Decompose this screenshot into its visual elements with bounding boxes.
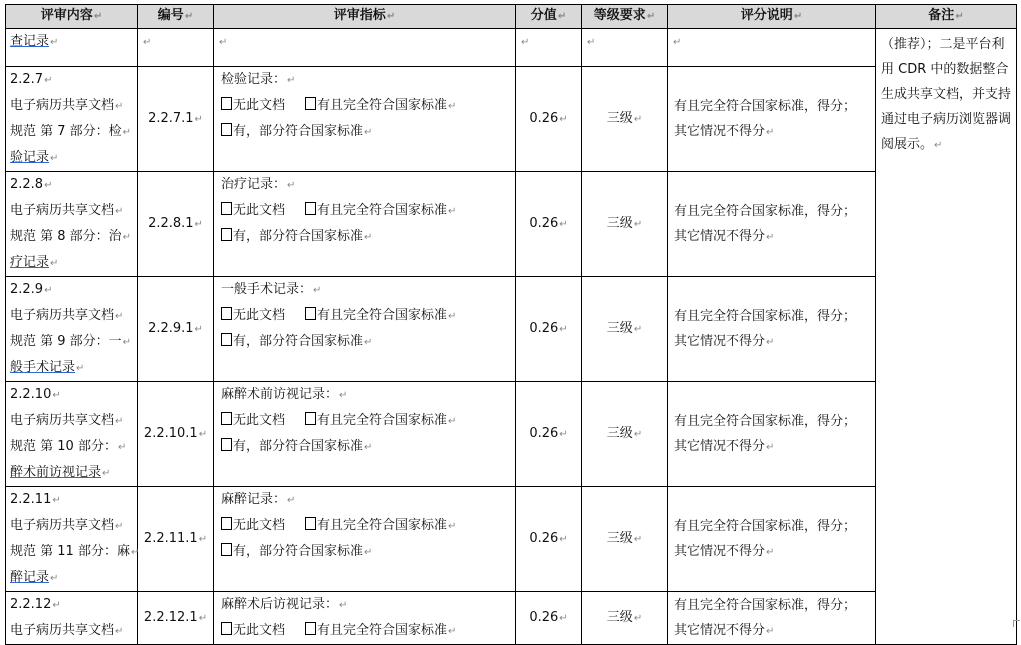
content-cell	[6, 67, 138, 172]
content-text: 电子病历共享文档	[10, 203, 115, 218]
paragraph-mark: ↵	[194, 114, 203, 125]
checkbox-label: 有，部分符合国家标准	[233, 124, 364, 139]
explain-cell	[668, 277, 876, 382]
checkbox-icon[interactable]	[305, 517, 316, 530]
paragraph-mark: ↵	[122, 337, 132, 348]
indicator-title: 一般手术记录：↵	[221, 282, 322, 297]
option-full	[305, 308, 447, 323]
option-partial	[221, 229, 363, 244]
section-number: 2.2.8↵	[10, 177, 53, 192]
score-cell: ↵	[516, 29, 582, 67]
option-partial	[221, 439, 363, 454]
level-cell	[582, 67, 668, 172]
paragraph-mark: ↵	[50, 258, 59, 269]
explain-cell	[668, 172, 876, 277]
evaluation-table	[5, 4, 1017, 645]
level-cell	[582, 382, 668, 487]
header-code: 编号↵	[138, 5, 214, 29]
checkbox-label: 有且完全符合国家标准	[317, 623, 448, 638]
content-text: 验记录	[10, 150, 50, 165]
paragraph-mark: ↵	[44, 75, 53, 86]
explain-line: 有且完全符合国家标准，得分；	[674, 98, 857, 114]
checkbox-line	[221, 513, 511, 539]
content-text: 醉记录	[10, 570, 50, 585]
code-cell	[138, 67, 214, 172]
content-text: 电子病历共享文档	[10, 518, 115, 533]
paragraph-mark: ↵	[448, 101, 457, 112]
content-line	[10, 250, 133, 276]
code-text: 2.2.10.1	[143, 426, 198, 441]
explain-line: 其它情况不得分↵	[674, 438, 775, 454]
level-text: 三级	[606, 111, 633, 126]
indicator-cell	[214, 277, 516, 382]
checkbox-label: 有，部分符合国家标准	[233, 229, 364, 244]
explain-cell: ↵	[668, 29, 876, 67]
indicator-cell	[214, 67, 516, 172]
content-line	[10, 513, 133, 539]
option-none	[221, 203, 285, 218]
option-full	[305, 623, 447, 638]
content-text: 规范 第 11 部分：麻	[10, 544, 130, 559]
content-line	[10, 408, 133, 434]
paragraph-mark: ↵	[115, 206, 124, 217]
content-text: 规范 第 8 部分：治	[10, 229, 122, 244]
paragraph-mark: ↵	[633, 534, 643, 545]
content-text: 电子病历共享文档	[10, 308, 115, 323]
score-cell	[516, 67, 582, 172]
indicator-cell	[214, 382, 516, 487]
paragraph-mark: ↵	[52, 495, 61, 506]
code-cell	[138, 592, 214, 645]
level-text: 三级	[606, 426, 633, 441]
checkbox-label: 有，部分符合国家标准	[233, 439, 364, 454]
explain-line: 其它情况不得分↵	[674, 123, 775, 139]
option-full	[305, 518, 447, 533]
level-text: 三级	[606, 216, 633, 231]
checkbox-line	[221, 303, 511, 329]
checkbox-line	[221, 93, 511, 119]
paragraph-mark: ↵	[633, 219, 643, 230]
page-corner-mark	[1013, 620, 1020, 627]
checkbox-line	[221, 618, 511, 644]
content-cell	[6, 592, 138, 645]
explain-cell	[668, 592, 876, 645]
content-text: 疗记录	[10, 255, 50, 270]
paragraph-mark: ↵	[52, 390, 61, 401]
checkbox-icon[interactable]	[305, 202, 316, 215]
content-cell: 查记录↵	[6, 29, 138, 67]
checkbox-icon[interactable]	[305, 412, 316, 425]
paragraph-mark: ↵	[194, 219, 203, 230]
content-line	[10, 145, 133, 171]
paragraph-mark: ↵	[339, 600, 348, 611]
explain-cell	[668, 67, 876, 172]
paragraph-mark: ↵	[559, 324, 568, 335]
paragraph-mark: ↵	[117, 442, 127, 453]
score-cell	[516, 172, 582, 277]
code-cell: ↵	[138, 29, 214, 67]
paragraph-mark: ↵	[198, 613, 208, 624]
paragraph-mark: ↵	[364, 232, 373, 243]
paragraph-mark: ↵	[50, 153, 59, 164]
paragraph-mark: ↵	[122, 232, 132, 243]
section-number: 2.2.11↵	[10, 492, 61, 507]
content-text: 电子病历共享文档	[10, 413, 115, 428]
checkbox-line	[221, 224, 511, 250]
code-text: 2.2.8.1	[148, 216, 194, 231]
checkbox-icon[interactable]	[305, 307, 316, 320]
checkbox-label: 无此文档	[233, 203, 286, 218]
paragraph-mark: ↵	[115, 101, 124, 112]
explain-line: 其它情况不得分↵	[674, 543, 775, 559]
paragraph-mark: ↵	[633, 429, 643, 440]
option-none	[221, 518, 285, 533]
content-text: 电子病历共享文档	[10, 623, 115, 638]
checkbox-line	[221, 408, 511, 434]
section-number: 2.2.12↵	[10, 597, 61, 612]
explain-cell	[668, 382, 876, 487]
checkbox-label: 有且完全符合国家标准	[317, 413, 448, 428]
option-partial	[221, 544, 363, 559]
table-row	[6, 277, 1017, 382]
paragraph-mark: ↵	[194, 324, 203, 335]
checkbox-label: 无此文档	[233, 623, 286, 638]
option-partial	[221, 124, 363, 139]
paragraph-mark: ↵	[122, 127, 132, 138]
code-text: 2.2.11.1	[143, 531, 198, 546]
checkbox-label: 有且完全符合国家标准	[317, 98, 448, 113]
paragraph-mark: ↵	[364, 127, 373, 138]
score-text: 0.26	[529, 321, 559, 336]
paragraph-mark: ↵	[448, 311, 457, 322]
content-line	[10, 618, 133, 644]
explain-line: 有且完全符合国家标准，得分；	[674, 203, 857, 219]
section-number: 2.2.7↵	[10, 72, 53, 87]
content-line	[10, 355, 133, 381]
score-cell	[516, 487, 582, 592]
content-line	[10, 303, 133, 329]
explain-line: 有且完全符合国家标准，得分；	[674, 308, 857, 324]
paragraph-mark: ↵	[766, 625, 775, 637]
table-row	[6, 382, 1017, 487]
checkbox-label: 有且完全符合国家标准	[317, 308, 448, 323]
explain-line: 有且完全符合国家标准，得分；	[674, 518, 857, 534]
paragraph-mark: ↵	[633, 613, 643, 624]
paragraph-mark: ↵	[766, 336, 775, 348]
header-note: 备注↵	[876, 5, 1017, 29]
paragraph-mark: ↵	[52, 600, 61, 611]
paragraph-mark: ↵	[287, 495, 296, 506]
explain-line: 有且完全符合国家标准，得分；	[674, 597, 857, 613]
indicator-title: 麻醉术后访视记录：↵	[221, 597, 348, 612]
paragraph-mark: ↵	[198, 429, 208, 440]
content-line	[10, 329, 133, 355]
checkbox-icon[interactable]	[221, 622, 232, 635]
code-cell	[138, 487, 214, 592]
indicator-title: 麻醉术前访视记录：↵	[221, 387, 348, 402]
explain-line: 其它情况不得分↵	[674, 228, 775, 244]
checkbox-line	[221, 119, 511, 145]
content-text: 查记录	[10, 34, 50, 49]
paragraph-mark: ↵	[198, 534, 208, 545]
content-cell	[6, 172, 138, 277]
checkbox-icon[interactable]	[221, 97, 232, 110]
indicator-title: 检验记录：↵	[221, 72, 296, 87]
indicator-title: 治疗记录：↵	[221, 177, 296, 192]
code-cell	[138, 172, 214, 277]
code-text: 2.2.12.1	[143, 610, 198, 625]
checkbox-icon[interactable]	[221, 438, 232, 451]
content-line	[10, 434, 133, 460]
paragraph-mark: ↵	[766, 441, 775, 453]
header-score: 分值↵	[516, 5, 582, 29]
paragraph-mark: ↵	[559, 219, 568, 230]
option-none	[221, 308, 285, 323]
paragraph-mark: ↵	[76, 363, 85, 374]
indicator-cell	[214, 592, 516, 645]
content-cell	[6, 277, 138, 382]
checkbox-icon[interactable]	[221, 517, 232, 530]
level-cell: ↵	[582, 29, 668, 67]
checkbox-line	[221, 329, 511, 355]
paragraph-mark: ↵	[115, 416, 124, 427]
level-cell	[582, 277, 668, 382]
content-text: 醉术前访视记录	[10, 465, 102, 480]
paragraph-mark: ↵	[287, 180, 296, 191]
paragraph-mark: ↵	[364, 547, 373, 558]
paragraph-mark: ↵	[766, 126, 775, 138]
checkbox-icon[interactable]	[221, 543, 232, 556]
content-line	[10, 460, 133, 486]
score-cell	[516, 382, 582, 487]
paragraph-mark: ↵	[313, 285, 322, 296]
content-text: 规范 第 10 部分：	[10, 439, 117, 454]
score-text: 0.26	[529, 531, 559, 546]
content-text: 规范 第 7 部分：检	[10, 124, 122, 139]
header-level: 等级要求↵	[582, 5, 668, 29]
table-row	[6, 172, 1017, 277]
checkbox-icon[interactable]	[221, 228, 232, 241]
indicator-title: 麻醉记录：↵	[221, 492, 296, 507]
checkbox-label: 无此文档	[233, 413, 286, 428]
content-text: 般手术记录	[10, 360, 76, 375]
paragraph-mark: ↵	[130, 547, 140, 558]
section-number: 2.2.9↵	[10, 282, 53, 297]
score-text: 0.26	[529, 111, 559, 126]
table-row	[6, 592, 1017, 645]
checkbox-line	[221, 198, 511, 224]
paragraph-mark: ↵	[448, 521, 457, 532]
paragraph-mark: ↵	[559, 613, 568, 624]
content-line	[10, 119, 133, 145]
indicator-cell	[214, 172, 516, 277]
checkbox-icon[interactable]	[221, 123, 232, 136]
checkbox-label: 有，部分符合国家标准	[233, 544, 364, 559]
content-line	[10, 198, 133, 224]
paragraph-mark: ↵	[44, 285, 53, 296]
level-text: 三级	[606, 321, 633, 336]
note-cell: （推荐）；二是平台利用 CDR 中的数据整合生成共享文档，并支持通过电子病历浏览器调阅展示。↵	[876, 29, 1017, 645]
checkbox-icon[interactable]	[305, 622, 316, 635]
explain-line: 有且完全符合国家标准，得分；	[674, 413, 857, 429]
content-line	[10, 93, 133, 119]
header-row	[6, 5, 1017, 29]
paragraph-mark: ↵	[364, 442, 373, 453]
paragraph-mark: ↵	[633, 114, 643, 125]
paragraph-mark: ↵	[44, 180, 53, 191]
checkbox-label: 无此文档	[233, 98, 286, 113]
paragraph-mark: ↵	[448, 626, 457, 637]
checkbox-icon[interactable]	[305, 97, 316, 110]
paragraph-mark: ↵	[633, 324, 643, 335]
content-text: 规范 第 9 部分：一	[10, 334, 122, 349]
checkbox-icon[interactable]	[221, 307, 232, 320]
checkbox-icon[interactable]	[221, 202, 232, 215]
checkbox-label: 有且完全符合国家标准	[317, 203, 448, 218]
level-cell	[582, 487, 668, 592]
score-text: 0.26	[529, 610, 559, 625]
note-text: （推荐）；二是平台利用 CDR 中的数据整合生成共享文档，并支持通过电子病历浏览器调阅展示。	[881, 37, 1012, 152]
paragraph-mark: ↵	[102, 468, 111, 479]
option-full	[305, 203, 447, 218]
option-full	[305, 98, 447, 113]
code-text: 2.2.9.1	[148, 321, 194, 336]
explain-cell	[668, 487, 876, 592]
header-content: 评审内容↵	[6, 5, 138, 29]
checkbox-icon[interactable]	[221, 333, 232, 346]
content-cell	[6, 487, 138, 592]
level-cell	[582, 172, 668, 277]
option-none	[221, 98, 285, 113]
option-partial	[221, 334, 363, 349]
paragraph-mark: ↵	[766, 546, 775, 558]
indicator-cell: ↵	[214, 29, 516, 67]
table-row	[6, 487, 1017, 592]
paragraph-mark: ↵	[448, 416, 457, 427]
table-row	[6, 29, 1017, 67]
score-cell	[516, 277, 582, 382]
explain-line: 其它情况不得分↵	[674, 333, 775, 349]
checkbox-line	[221, 539, 511, 565]
level-text: 三级	[606, 610, 633, 625]
paragraph-mark: ↵	[766, 231, 775, 243]
paragraph-mark: ↵	[364, 337, 373, 348]
content-cell	[6, 382, 138, 487]
level-cell	[582, 592, 668, 645]
paragraph-mark: ↵	[448, 206, 457, 217]
paragraph-mark: ↵	[115, 311, 124, 322]
code-cell	[138, 277, 214, 382]
explain-line: 其它情况不得分↵	[674, 622, 775, 638]
paragraph-mark: ↵	[339, 390, 348, 401]
score-cell	[516, 592, 582, 645]
header-indicator: 评审指标↵	[214, 5, 516, 29]
paragraph-mark: ↵	[287, 75, 296, 86]
content-text: 电子病历共享文档	[10, 98, 115, 113]
checkbox-label: 有，部分符合国家标准	[233, 334, 364, 349]
score-text: 0.26	[529, 426, 559, 441]
checkbox-label: 无此文档	[233, 518, 286, 533]
score-text: 0.26	[529, 216, 559, 231]
content-line	[10, 539, 140, 565]
option-none	[221, 623, 285, 638]
paragraph-mark: ↵	[50, 573, 59, 584]
checkbox-line	[221, 434, 511, 460]
paragraph-mark: ↵	[559, 114, 568, 125]
code-cell	[138, 382, 214, 487]
table-row	[6, 67, 1017, 172]
code-text: 2.2.7.1	[148, 111, 194, 126]
content-line	[10, 224, 133, 250]
option-full	[305, 413, 447, 428]
checkbox-label: 有且完全符合国家标准	[317, 518, 448, 533]
paragraph-mark: ↵	[559, 534, 568, 545]
header-explain: 评分说明↵	[668, 5, 876, 29]
indicator-cell	[214, 487, 516, 592]
checkbox-icon[interactable]	[221, 412, 232, 425]
paragraph-mark: ↵	[115, 626, 124, 637]
level-text: 三级	[606, 531, 633, 546]
content-line	[10, 565, 133, 591]
checkbox-label: 无此文档	[233, 308, 286, 323]
paragraph-mark: ↵	[115, 521, 124, 532]
paragraph-mark: ↵	[559, 429, 568, 440]
option-none	[221, 413, 285, 428]
section-number: 2.2.10↵	[10, 387, 61, 402]
